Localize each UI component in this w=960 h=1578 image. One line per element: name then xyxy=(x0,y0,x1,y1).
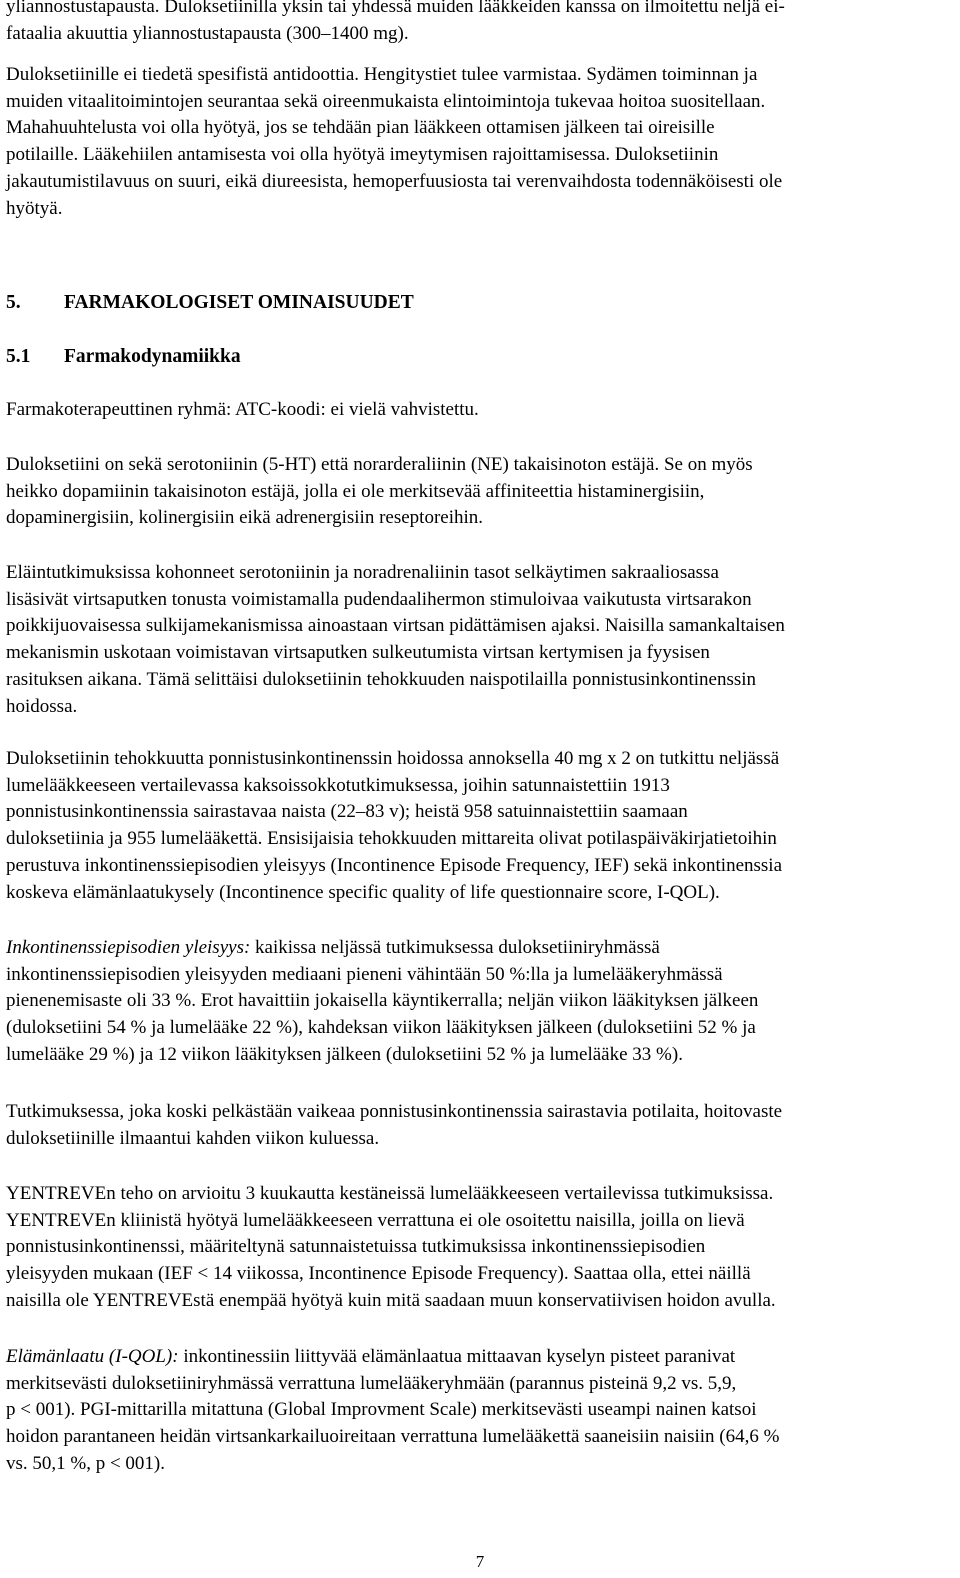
paragraph-iqol xyxy=(6,1344,958,1478)
paragraph-animal-studies xyxy=(6,560,958,720)
text-line: Eläintutkimuksissa kohonneet serotoniinin ja noradrenaliinin tasot selkäytimen sakraaliosassa xyxy=(6,562,719,583)
iqol-line-rest: inkontinessiin liittyvää elämänlaatua mittaavan kyselyn pisteet paranivat xyxy=(178,1346,736,1367)
subsection-heading xyxy=(6,344,241,371)
text-line: Tutkimuksessa, joka koski pelkästään vaikeaa ponnistusinkontinenssia sairastavia potilaita, hoitovaste xyxy=(6,1101,783,1122)
section-number: 5. xyxy=(6,292,21,313)
text-line xyxy=(6,935,958,962)
text-line: YENTREVEn teho on arvioitu 3 kuukautta kestäneissä lumelääkkeeseen vertailevissa tutkimuksissa. xyxy=(6,1183,774,1204)
text-line: (duloksetiini 54 % ja lumelääke 22 %), kahdeksan viikon lääkityksen jälkeen (duloksetiini 52 % ja xyxy=(6,1017,756,1039)
text-line: yliannostustapausta. Duloksetiinilla yksin tai yhdessä muiden lääkkeiden kanssa on ilmoitettu neljä ei- xyxy=(6,0,785,17)
text-line: fataalia akuuttia yliannostustapausta (300–1400 mg). xyxy=(6,22,409,44)
text-line: duloksetiinille ilmaantui kahden viikon kuluessa. xyxy=(6,1127,380,1149)
paragraph-ief xyxy=(6,935,958,1069)
subsection-number: 5.1 xyxy=(6,346,31,367)
text-line: duloksetiinia ja 955 lumelääkettä. Ensisijaisia tehokkuuden mittareita olivat potilaspäiväkirjatietoihin xyxy=(6,828,777,850)
text-line: mekanismin uskotaan voimistavan virtsaputken sulkeutumista virtsan kertymisen ja fyysisen xyxy=(6,642,710,664)
text-line: lumelääke 29 %) ja 12 viikon lääkityksen jälkeen (duloksetiini 52 % ja lumelääke 33 %). xyxy=(6,1043,683,1065)
text-line: pienenemisaste oli 33 %. Erot havaittiin jokaisella käyntikerralla; neljän viikon lääkityksen jälkeen xyxy=(6,990,759,1012)
section-heading xyxy=(6,290,414,317)
text-line: vs. 50,1 %, p < 001). xyxy=(6,1452,166,1474)
iqol-label: Elämänlaatu (I-QOL): xyxy=(6,1346,179,1367)
text-line: Mahahuuhtelusta voi olla hyötyä, jos se tehdään pian lääkkeen ottamisen jälkeen tai oireisille xyxy=(6,117,715,139)
text-line: dopaminergisiin, kolinergisiin eikä adrenergisiin reseptoreihin. xyxy=(6,507,484,529)
text-line: Duloksetiini on sekä serotoniinin (5-HT) että norarderaliinin (NE) takaisinoton estäjä. Se on myös xyxy=(6,454,753,475)
paragraph-efficacy xyxy=(6,746,958,906)
text-line: jakautumistilavuus on suuri, eikä diureesista, hemoperfuusiosta tai verenvaihdosta todennäköisesti ole xyxy=(6,170,783,192)
ief-label: Inkontinenssiepisodien yleisyys: xyxy=(6,937,251,958)
text-line: naisilla ole YENTREVEstä enempää hyötyä kuin mitä saadaan muun konservatiivisen hoidon avulla. xyxy=(6,1289,776,1311)
text-line: merkitsevästi duloksetiiniryhmässä verrattuna lumelääkeryhmään (parannus pisteinä 9,2 vs. 5,9, xyxy=(6,1372,737,1394)
text-line: inkontinenssiepisodien yleisyyden mediaani pieneni vähintään 50 %:lla ja lumelääkeryhmässä xyxy=(6,963,723,985)
subsection-title: Farmakodynamiikka xyxy=(64,346,241,367)
text-line: ponnistusinkontinenssia sairastavaa naista (22–83 v); heistä 958 satuinnaistettiin saamaan xyxy=(6,801,688,823)
text-line: lumelääkkeeseen vertailevassa kaksoissokkotutkimuksessa, joihin satunnaistettiin 1913 xyxy=(6,774,670,796)
text-line: ponnistusinkontinenssi, määriteltynä satunnaistetuissa tutkimuksissa inkontinenssiepisodien xyxy=(6,1236,706,1258)
paragraph-yentreve xyxy=(6,1181,958,1315)
text-line: muiden vitaalitoimintojen seurantaa sekä oireenmukaista elintoimintoja tukevaa hoitoa suositellaan. xyxy=(6,90,766,112)
paragraph-mechanism xyxy=(6,452,958,532)
text-line: Duloksetiinille ei tiedetä spesifistä antidoottia. Hengitystiet tulee varmistaa. Sydämen toiminnan ja xyxy=(6,64,758,85)
paragraph-severe xyxy=(6,1099,958,1152)
ief-line-rest: kaikissa neljässä tutkimuksessa duloksetiiniryhmässä xyxy=(250,937,660,958)
text-line: potilaille. Lääkehiilen antamisesta voi olla hyötyä imeytymisen rajoittamisessa. Duloksetiinin xyxy=(6,144,719,166)
paragraph-antidote xyxy=(6,62,958,222)
paragraph-overdose xyxy=(6,0,958,47)
text-line: lisäsivät virtsaputken tonusta voimistamalla pudendaalihermon stimuloivaa vaikutusta virtsarakon xyxy=(6,588,752,610)
text-line: hyötyä. xyxy=(6,197,63,219)
text-line: Farmakoterapeuttinen ryhmä: ATC-koodi: ei vielä vahvistettu. xyxy=(6,399,479,420)
text-line: poikkijuovaisessa sulkijamekanismissa ainoastaan virtsan pidättämisen ajaksi. Naisilla samankaltaisen xyxy=(6,615,785,637)
section-title: FARMAKOLOGISET OMINAISUUDET xyxy=(64,292,414,313)
text-line: hoidossa. xyxy=(6,695,78,717)
paragraph-atc xyxy=(6,397,958,424)
text-line: YENTREVEn kliinistä hyötyä lumelääkkeeseen verrattuna ei ole osoitettu naisilla, joilla on lievä xyxy=(6,1209,745,1231)
page-number: 7 xyxy=(475,1552,485,1571)
text-line: perustuva inkontinenssiepisodien yleisyys (Incontinence Episode Frequency, IEF) sekä inkontinenssia xyxy=(6,854,783,876)
text-line: heikko dopamiinin takaisinoton estäjä, jolla ei ole merkitsevää affiniteettia histaminergisiin, xyxy=(6,480,705,502)
text-line: koskeva elämänlaatukysely (Incontinence specific quality of life questionnaire score, I-QOL). xyxy=(6,881,720,903)
text-line: p < 001). PGI-mittarilla mitattuna (Global Improvment Scale) merkitsevästi useampi nainen katsoi xyxy=(6,1399,757,1421)
text-line: hoidon parantaneen heidän virtsankarkailuoireitaan verrattuna lumelääkettä saaneisiin naisiin (64,6 % xyxy=(6,1426,780,1448)
text-line: yleisyyden mukaan (IEF < 14 viikossa, Incontinence Episode Frequency). Saattaa olla, ettei näillä xyxy=(6,1263,751,1285)
text-line: Duloksetiinin tehokkuutta ponnistusinkontinenssin hoidossa annoksella 40 mg x 2 on tutkittu neljässä xyxy=(6,748,780,769)
text-line: rasituksen aikana. Tämä selittäisi duloksetiinin tehokkuuden naispotilailla ponnistusinkontinenssin xyxy=(6,668,757,690)
text-line xyxy=(6,1344,958,1371)
